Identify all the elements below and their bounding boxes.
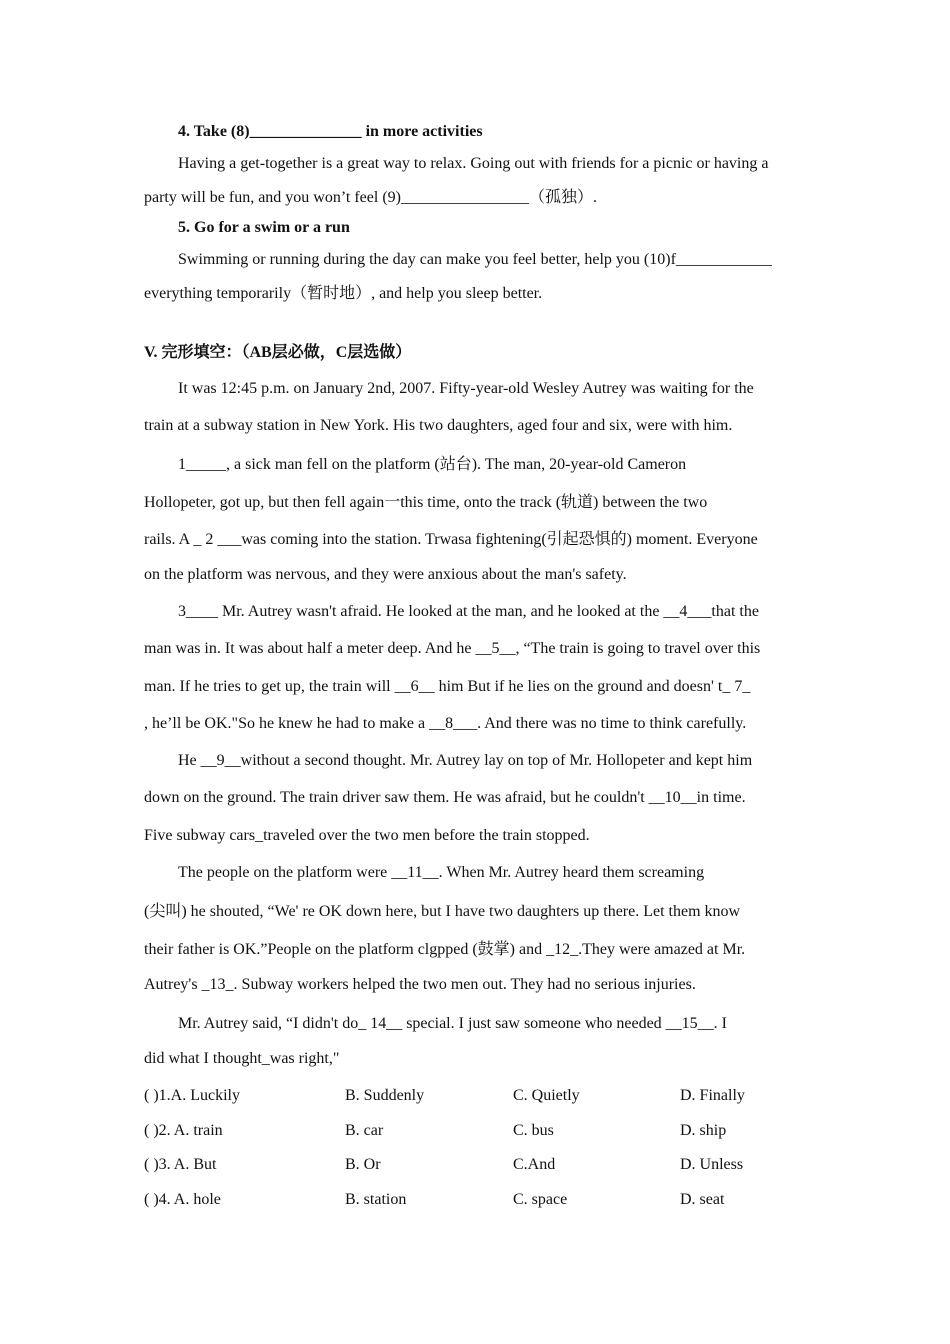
cloze-line: 1_____, a sick man fell on the platform (站台). The man, 20-year-old Cameron: [178, 456, 687, 473]
text: party will be fun, and you won’t feel (9): [144, 189, 401, 206]
answer-blank-8[interactable]: ______________: [249, 123, 362, 140]
question-number-option-a[interactable]: ( )4. A. hole: [144, 1191, 221, 1208]
option-c[interactable]: C.And: [513, 1156, 556, 1173]
option-c[interactable]: C. bus: [513, 1122, 554, 1139]
paragraph-line: everything temporarily（暂时地）, and help you sleep better.: [144, 285, 543, 302]
cloze-line: , he’ll be OK."So he knew he had to make a __8___. And there was no time to think carefully.: [144, 715, 747, 732]
cloze-section-title: V. 完形填空：（AB层必做，C层选做）: [144, 344, 412, 361]
text: Swimming or running during the day can make you feel better, help you (10): [178, 251, 671, 268]
option-d[interactable]: D. ship: [680, 1122, 727, 1139]
cloze-line: Autrey's _13_. Subway workers helped the two men out. They had no serious injuries.: [144, 976, 696, 993]
cloze-line: did what I thought_was right,": [144, 1050, 340, 1067]
cloze-line: man was in. It was about half a meter deep. And he __5__, “The train is going to travel over this: [144, 640, 761, 657]
heading-text-end: in more activities: [361, 123, 483, 140]
question-number-option-a[interactable]: ( )1.A. Luckily: [144, 1087, 240, 1104]
option-d[interactable]: D. seat: [680, 1191, 725, 1208]
section-5-heading: 5. Go for a swim or a run: [178, 219, 350, 236]
answer-blank-9[interactable]: ________________: [400, 189, 529, 206]
cloze-line: rails. A _ 2 ___was coming into the station. Trwasa fightening(引起恐惧的) moment. Everyone: [144, 531, 758, 548]
cloze-line: 3____ Mr. Autrey wasn't afraid. He looked at the man, and he looked at the __4___that the: [178, 603, 759, 620]
cloze-line: their father is OK.”People on the platform clgpped (鼓掌) and _12_.They were amazed at Mr.: [144, 941, 746, 958]
cloze-line: The people on the platform were __11__. When Mr. Autrey heard them screaming: [178, 864, 705, 881]
question-number-option-a[interactable]: ( )2. A. train: [144, 1122, 223, 1139]
answer-blank-10[interactable]: f____________: [670, 251, 772, 268]
cloze-line: man. If he tries to get up, the train will __6__ him But if he lies on the ground and doesn' t_ 7_: [144, 678, 751, 695]
option-b[interactable]: B. Suddenly: [345, 1087, 425, 1104]
cloze-line: Five subway cars_traveled over the two men before the train stopped.: [144, 827, 590, 844]
option-b[interactable]: B. car: [345, 1122, 384, 1139]
cloze-line: (尖叫) he shouted, “We' re OK down here, but I have two daughters up there. Let them know: [144, 903, 741, 920]
paragraph-line: [144, 188, 597, 208]
option-b[interactable]: B. Or: [345, 1156, 381, 1173]
cloze-line: down on the ground. The train driver saw them. He was afraid, but he couldn't __10__in time.: [144, 789, 746, 806]
option-d[interactable]: D. Unless: [680, 1156, 744, 1173]
cloze-line: on the platform was nervous, and they were anxious about the man's safety.: [144, 566, 627, 583]
cloze-line: He __9__without a second thought. Mr. Autrey lay on top of Mr. Hollopeter and kept him: [178, 752, 753, 769]
cloze-line: Mr. Autrey said, “I didn't do_ 14__ special. I just saw someone who needed __15__. I: [178, 1015, 728, 1032]
question-number-option-a[interactable]: ( )3. A. But: [144, 1156, 217, 1173]
option-d[interactable]: D. Finally: [680, 1087, 745, 1104]
heading-text: 4. Take (8): [178, 123, 250, 140]
option-c[interactable]: C. Quietly: [513, 1087, 580, 1104]
paragraph-line: [178, 250, 772, 270]
cloze-line: train at a subway station in New York. His two daughters, aged four and six, were with him.: [144, 417, 733, 434]
paragraph-line: Having a get-together is a great way to relax. Going out with friends for a picnic or having a: [178, 155, 769, 172]
cloze-line: It was 12:45 p.m. on January 2nd, 2007. Fifty-year-old Wesley Autrey was waiting for the: [178, 380, 754, 397]
option-c[interactable]: C. space: [513, 1191, 568, 1208]
option-b[interactable]: B. station: [345, 1191, 407, 1208]
text: （孤独）.: [528, 189, 597, 206]
cloze-line: Hollopeter, got up, but then fell again一this time, onto the track (轨道) between the two: [144, 494, 708, 511]
section-4-heading: [178, 122, 483, 142]
